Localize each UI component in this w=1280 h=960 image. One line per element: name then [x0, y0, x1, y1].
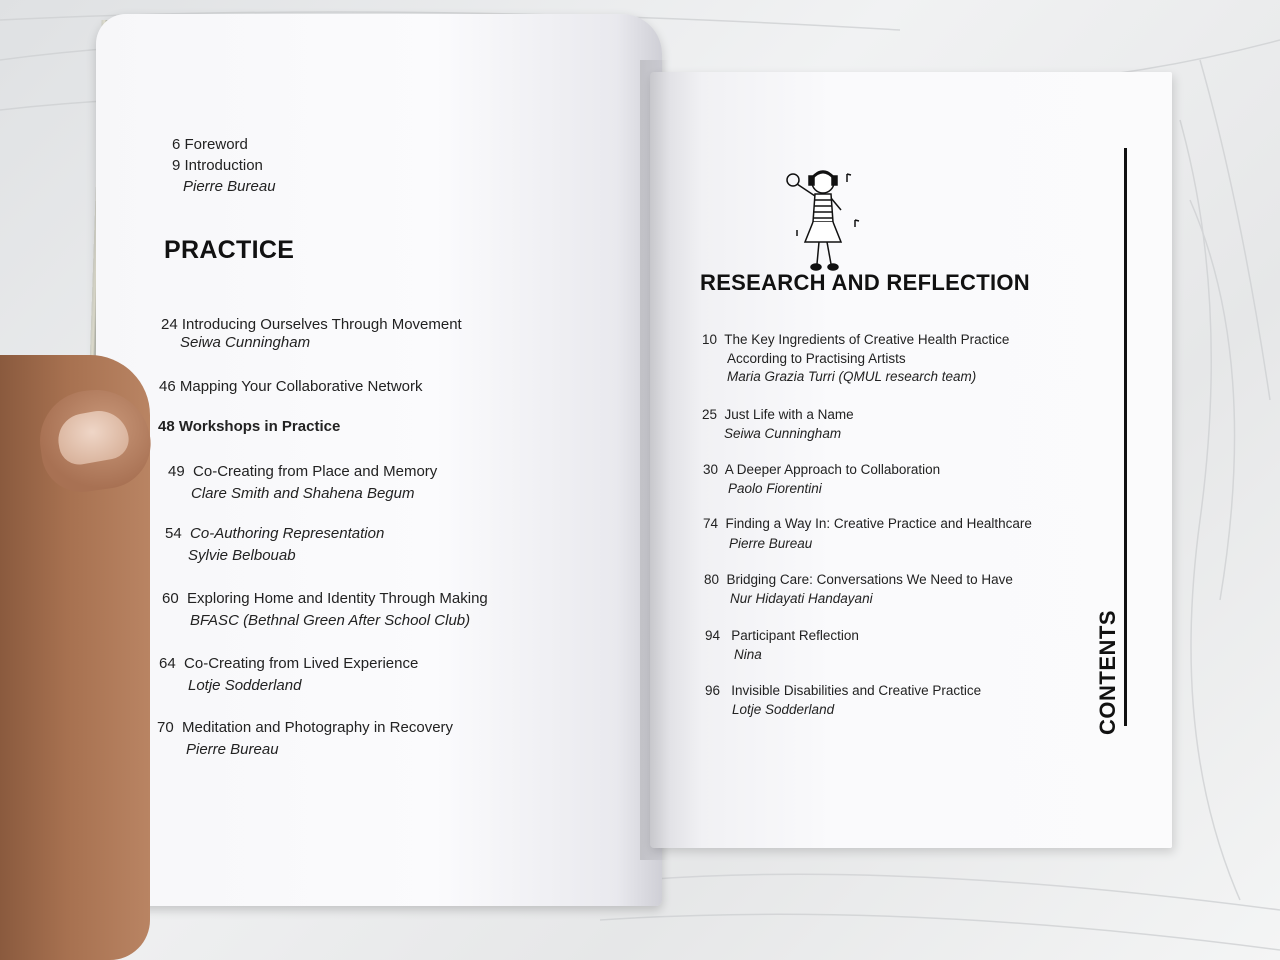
toc-entry: 80 Bridging Care: Conversations We Need to Have [704, 572, 1013, 587]
toc-entry: 46 Mapping Your Collaborative Network [159, 378, 423, 395]
toc-author: Maria Grazia Turri (QMUL research team) [727, 369, 977, 384]
section-title-research: RESEARCH AND REFLECTION [700, 270, 1030, 295]
toc-author: Nur Hidayati Handayani [730, 591, 873, 606]
dancing-girl-illustration [775, 160, 865, 280]
toc-entry: 74 Finding a Way In: Creative Practice and Healthcare [703, 516, 1032, 531]
toc-front-entry: 9 Introduction [172, 157, 263, 174]
toc-author: Nina [734, 647, 762, 662]
toc-author: Seiwa Cunningham [180, 334, 311, 351]
toc-author: Pierre Bureau [186, 741, 279, 758]
toc-entry: 70 Meditation and Photography in Recovery [157, 719, 454, 736]
contents-label: CONTENTS [1095, 610, 1120, 735]
toc-front-entry: 6 Foreword [172, 136, 248, 153]
toc-author: Seiwa Cunningham [724, 426, 842, 441]
toc-author: Lotje Sodderland [188, 677, 302, 694]
toc-entry: 54 Co-Authoring Representation [165, 525, 385, 542]
toc-entry: 10 The Key Ingredients of Creative Health Practice [702, 332, 1010, 347]
book-gutter-shadow [640, 60, 670, 860]
toc-author: Lotje Sodderland [732, 702, 835, 717]
toc-author: Pierre Bureau [183, 178, 276, 195]
toc-entry: 64 Co-Creating from Lived Experience [159, 655, 419, 672]
right-page [650, 72, 1172, 848]
toc-entry: 60 Exploring Home and Identity Through Making [162, 590, 488, 607]
section-title-practice: PRACTICE [164, 236, 295, 264]
toc-author: BFASC (Bethnal Green After School Club) [190, 612, 471, 629]
toc-entry: 25 Just Life with a Name [702, 407, 854, 422]
toc-entry-bold: 48 Workshops in Practice [158, 418, 341, 435]
toc-entry: 94 Participant Reflection [705, 628, 859, 643]
toc-entry: 96 Invisible Disabilities and Creative Practice [705, 683, 982, 698]
toc-author: Sylvie Belbouab [188, 547, 296, 564]
toc-author: Paolo Fiorentini [728, 481, 822, 496]
toc-entry: 49 Co-Creating from Place and Memory [168, 463, 438, 480]
toc-author: Clare Smith and Shahena Begum [191, 485, 415, 502]
contents-vertical-rule [1124, 148, 1127, 726]
toc-author: Pierre Bureau [729, 536, 813, 551]
toc-entry-continued: According to Practising Artists [727, 351, 906, 366]
toc-entry: 30 A Deeper Approach to Collaboration [703, 462, 941, 477]
toc-entry: 24 Introducing Ourselves Through Movement [161, 316, 462, 333]
